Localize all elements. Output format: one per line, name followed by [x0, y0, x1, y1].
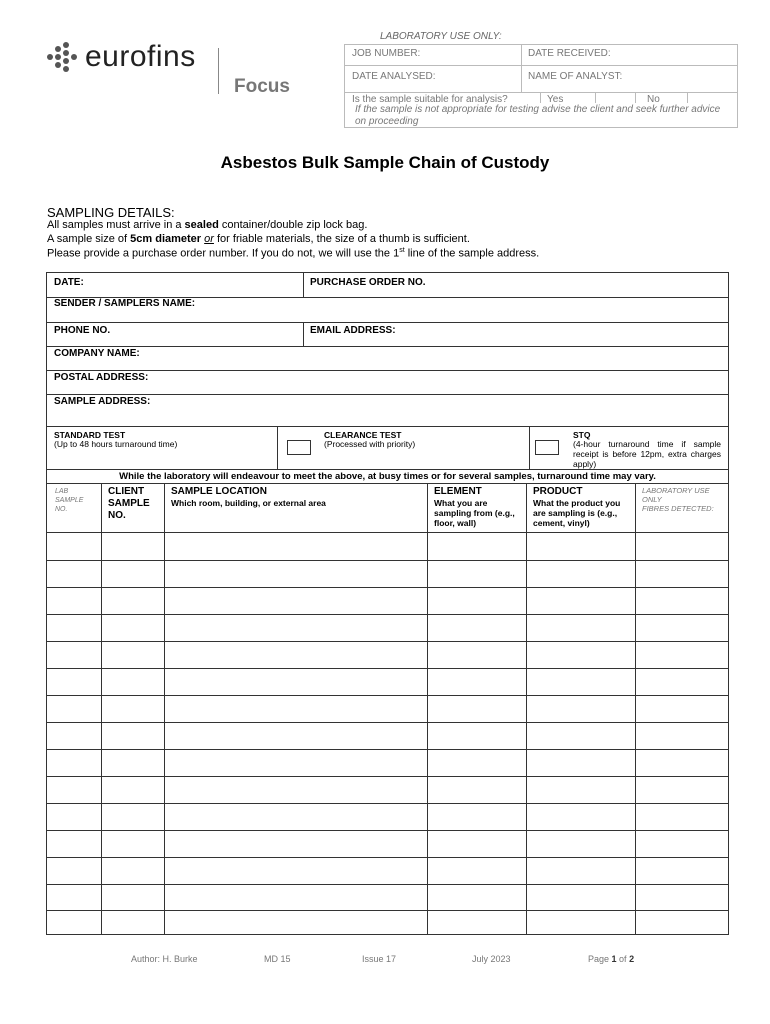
table-row [47, 614, 728, 615]
table-row [47, 560, 728, 561]
divider [47, 532, 728, 533]
job-number-label: JOB NUMBER: [352, 48, 421, 59]
text-or: or [204, 233, 214, 245]
page-total: 2 [629, 954, 635, 964]
divider [529, 427, 530, 469]
company-label: COMPANY NAME: [54, 348, 140, 359]
page-number: 1 [611, 954, 617, 964]
divider [277, 427, 278, 469]
eurofins-logo [47, 40, 196, 74]
sampling-line-1 [47, 219, 367, 231]
divider [427, 483, 428, 934]
name-of-analyst-label: NAME OF ANALYST: [528, 71, 623, 82]
sender-label: SENDER / SAMPLERS NAME: [54, 298, 196, 309]
col-lab-use: LABORATORY USE ONLY [642, 486, 710, 504]
col-element-sub: What you are sampling from (e.g., floor, wall) [434, 498, 515, 528]
text-bold: 5cm diameter [130, 233, 202, 245]
purchase-order-label: PURCHASE ORDER NO. [310, 277, 426, 288]
logo-divider [218, 48, 219, 94]
text-bold: sealed [184, 219, 219, 231]
text-sup: st [399, 247, 405, 254]
col-product: PRODUCT [533, 486, 583, 497]
text: container/double zip lock bag. [218, 219, 368, 231]
divider [595, 92, 596, 103]
date-label: DATE: [54, 277, 84, 288]
table-row [47, 830, 728, 831]
standard-test-label: STANDARD TEST [54, 430, 126, 440]
text: All samples must arrive in a [47, 219, 185, 231]
table-row [47, 910, 728, 911]
footer-author: Author: H. Burke [131, 954, 198, 964]
divider [164, 483, 165, 934]
divider [345, 65, 737, 66]
col-fibres: FIBRES DETECTED: [642, 504, 714, 513]
sampling-line-2 [47, 233, 470, 245]
footer-date: July 2023 [472, 954, 511, 964]
col-lab-sample: LAB SAMPLE NO. [55, 488, 84, 513]
col-location-sub: Which room, building, or external area [171, 498, 326, 508]
divider [526, 483, 527, 934]
footer-doc: MD 15 [264, 954, 291, 964]
col-client-sample: CLIENT SAMPLE NO. [108, 486, 150, 521]
text: of [616, 954, 630, 964]
sample-address-label: SAMPLE ADDRESS: [54, 396, 151, 407]
sampling-heading: SAMPLING DETAILS: [47, 205, 175, 220]
clearance-checkbox[interactable] [287, 440, 311, 455]
lab-use-title: LABORATORY USE ONLY: [380, 31, 502, 42]
phone-label: PHONE NO. [54, 325, 111, 336]
table-row [47, 695, 728, 696]
divider [47, 322, 728, 323]
divider [345, 92, 737, 93]
postal-label: POSTAL ADDRESS: [54, 372, 149, 383]
divider [101, 483, 102, 934]
divider [540, 92, 541, 103]
col-element: ELEMENT [434, 486, 482, 497]
table-row [47, 803, 728, 804]
clearance-test-desc: (Processed with priority) [324, 439, 416, 449]
divider [47, 426, 728, 427]
lab-note: If the sample is not appropriate for testing advise the client and seek further advice on proceeding [355, 104, 721, 127]
table-row [47, 776, 728, 777]
divider [303, 273, 304, 297]
yes-option: Yes [547, 94, 564, 105]
table-row [47, 857, 728, 858]
lab-use-box [344, 44, 738, 128]
col-product-sub: What the product you are sampling is (e.g., cement, vinyl) [533, 498, 621, 528]
table-row [47, 641, 728, 642]
footer-page [588, 954, 634, 964]
logo-sub: Focus [234, 76, 290, 97]
suitable-question: Is the sample suitable for analysis? [352, 94, 508, 105]
logo-dots-icon [47, 42, 77, 72]
email-label: EMAIL ADDRESS: [310, 325, 396, 336]
divider [635, 92, 636, 103]
page-title: Asbestos Bulk Sample Chain of Custody [220, 153, 550, 172]
divider [521, 45, 522, 92]
col-location: SAMPLE LOCATION [171, 486, 267, 497]
text: line of the sample address. [404, 247, 540, 260]
table-row [47, 722, 728, 723]
divider [47, 394, 728, 395]
stq-desc: (4-hour turnaround time if sample receipt is before 12pm, extra charges apply) [573, 439, 721, 469]
divider [687, 92, 688, 103]
table-row [47, 884, 728, 885]
sampling-line-3 [47, 247, 539, 260]
stq-checkbox[interactable] [535, 440, 559, 455]
table-row [47, 749, 728, 750]
date-analysed-label: DATE ANALYSED: [352, 71, 436, 82]
custody-form [46, 272, 729, 935]
footer-issue: Issue 17 [362, 954, 397, 964]
standard-test-desc: (Up to 48 hours turnaround time) [54, 439, 178, 449]
turnaround-notice: While the laboratory will endeavour to meet the above, at busy times or for several samples, turnaround time may vary. [119, 471, 656, 482]
table-row [47, 668, 728, 669]
clearance-test-label: CLEARANCE TEST [324, 430, 402, 440]
logo-word: eurofins [85, 40, 196, 73]
divider [635, 483, 636, 934]
divider [303, 322, 304, 346]
divider [47, 483, 728, 484]
no-option: No [647, 94, 660, 105]
text: A sample size of [47, 233, 131, 245]
date-received-label: DATE RECEIVED: [528, 48, 611, 59]
stq-label: STQ [573, 430, 591, 440]
text: for friable materials, the size of a thumb is sufficient. [213, 233, 470, 245]
text: Page [588, 954, 612, 964]
divider [47, 346, 728, 347]
divider [47, 370, 728, 371]
table-row [47, 587, 728, 588]
text: Please provide a purchase order number. If you do not, we will use the 1 [47, 247, 400, 260]
